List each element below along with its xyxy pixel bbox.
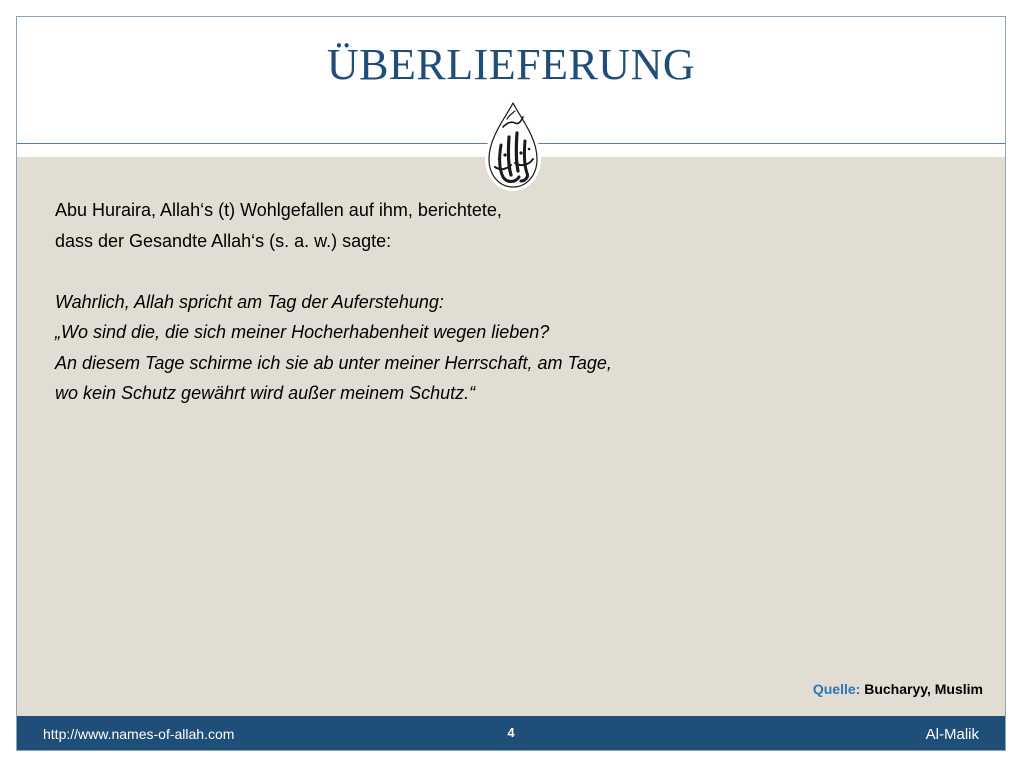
quote-line: An diesem Tage schirme ich sie ab unter meiner Herrschaft, am Tage, (55, 352, 612, 373)
footer-name: Al-Malik (925, 726, 979, 743)
paragraph-spacer (55, 256, 612, 287)
hadith-text (55, 195, 612, 409)
quote-line: Wahrlich, Allah spricht am Tag der Auferstehung: (55, 291, 444, 312)
slide-title: ÜBERLIEFERUNG (326, 40, 696, 89)
quote-line: „Wo sind die, die sich meiner Hocherhabenheit wegen lieben? (55, 322, 550, 342)
source-label: Quelle: (812, 681, 861, 697)
footer-url-link[interactable]: http://www.names-of-allah.com (43, 726, 235, 742)
slide-footer (17, 716, 1005, 751)
intro-line: dass der Gesandte Allah‘s (s. a. w.) sagte: (55, 230, 392, 251)
slide (16, 16, 1006, 751)
calligraphy-emblem-icon (481, 97, 545, 195)
page-number: 4 (507, 725, 515, 740)
source-value: Bucharyy, Muslim (864, 681, 983, 697)
source-citation (813, 681, 983, 697)
intro-line: Abu Huraira, Allah‘s (t) Wohlgefallen auf ihm, berichtete, (55, 200, 502, 220)
quote-line: wo kein Schutz gewährt wird außer meinem Schutz.“ (55, 383, 476, 403)
